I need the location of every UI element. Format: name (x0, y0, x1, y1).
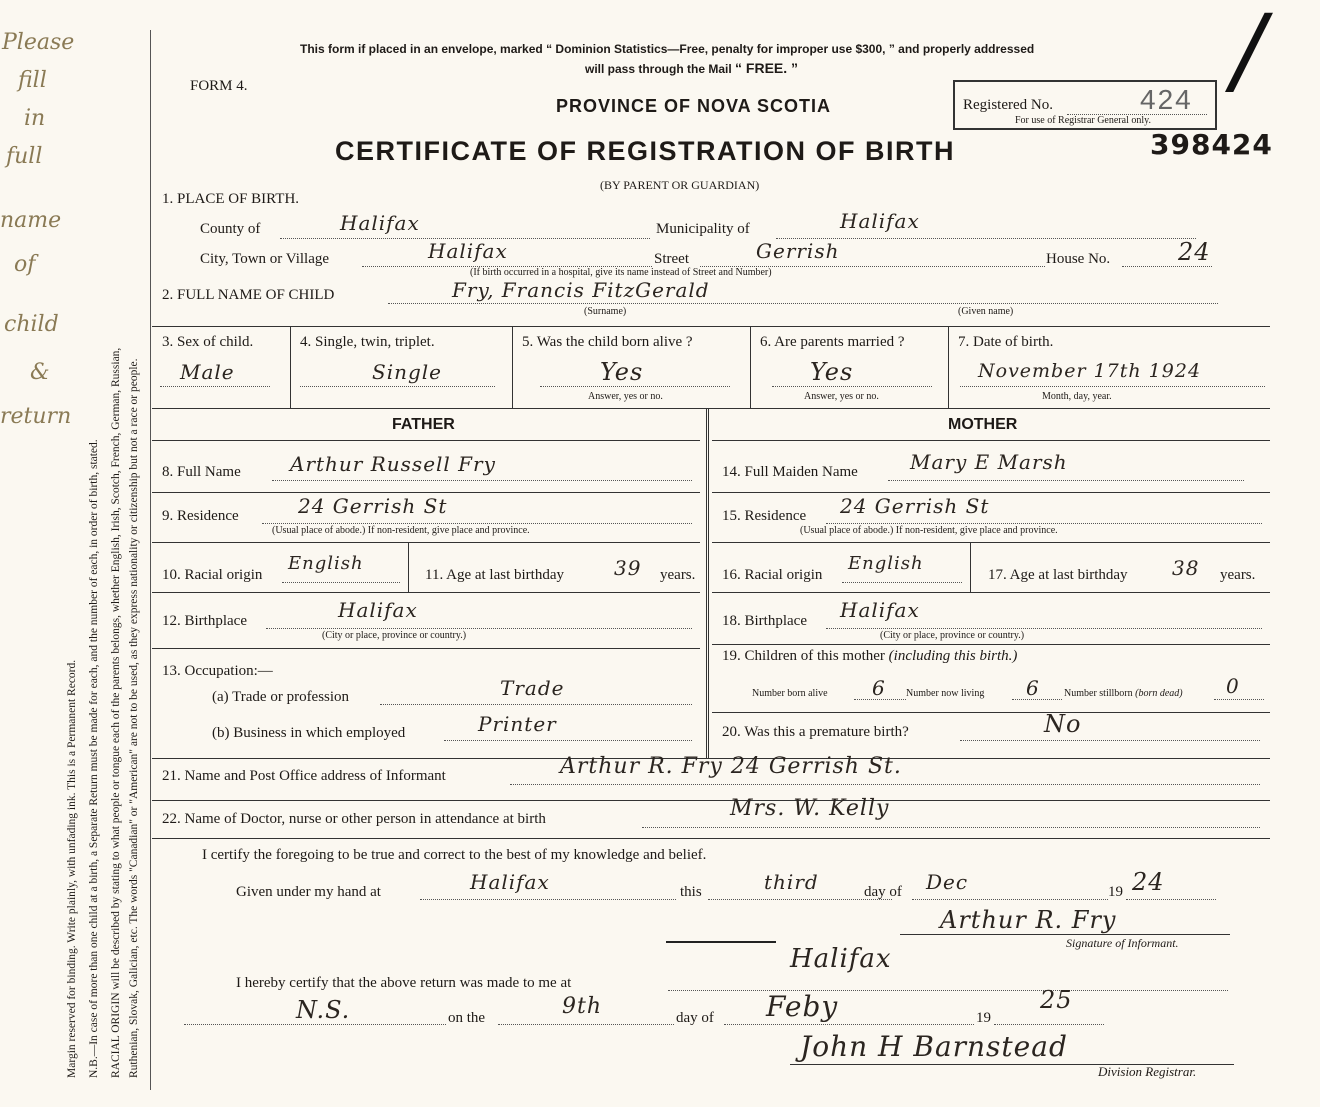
given-month-value: Dec (926, 870, 969, 894)
house-label: House No. (1046, 251, 1111, 267)
registered-number: 424 (1140, 84, 1193, 115)
mother-name-label: 14. Full Maiden Name (722, 464, 858, 480)
margin-note-line: return (0, 404, 72, 429)
trade-value: Trade (500, 676, 565, 700)
informant-value: Arthur R. Fry 24 Gerrish St. (560, 754, 902, 779)
attendant-value: Mrs. W. Kelly (730, 796, 890, 821)
stillborn-count-label (1064, 688, 1183, 699)
mother-residence-label: 15. Residence (722, 508, 807, 524)
trade-label: (a) Trade or profession (212, 689, 350, 705)
stillborn-label-italic: (born dead) (1135, 688, 1183, 699)
margin-note-line: full (6, 144, 43, 169)
premature-label: 20. Was this a premature birth? (722, 724, 909, 740)
mother-residence-note: (Usual place of abode.) If non-resident, give place and province. (800, 525, 1058, 536)
mother-name-value: Mary E Marsh (910, 450, 1068, 474)
registrar-place-value: Halifax (790, 944, 892, 974)
single-twin-value: Single (372, 360, 443, 384)
registrar-month-value: Feby (766, 990, 839, 1023)
county-label: County of (200, 221, 261, 237)
informant-label: 21. Name and Post Office address of Informant (162, 768, 446, 784)
side-note-line-3: RACIAL ORIGIN will be described by stating to what people or tongue each of the parents belongs, whether English, Irish, Scotch, French, German, Russian, (110, 347, 122, 1078)
father-racial-value: English (288, 553, 364, 574)
mother-age-label: 17. Age at last birthday (988, 567, 1128, 583)
registered-note: For use of Registrar General only. (1015, 115, 1151, 126)
born-alive-value: Yes (600, 358, 644, 386)
father-name-label: 8. Full Name (162, 464, 241, 480)
side-note-line-4: Ruthenian, Slovak, Galician, etc. The words "Canadian" or "American" are not to be used, as they express nationality or citizenship but not a race or people. (128, 358, 140, 1078)
mother-residence-value: 24 Gerrish St (840, 494, 990, 518)
father-age-label: 11. Age at last birthday (425, 567, 564, 583)
given-day-label: day of (864, 884, 902, 900)
stillborn-label-text: Number stillborn (1064, 688, 1133, 699)
father-birthplace-note: (City or place, province or country.) (322, 630, 467, 641)
given-year-prefix: 19 (1108, 884, 1123, 900)
municipality-value: Halifax (840, 209, 920, 233)
children-label (722, 648, 1017, 665)
registrar-year-value: 25 (1040, 986, 1073, 1014)
margin-note-line: name (0, 208, 62, 233)
father-birthplace-value: Halifax (338, 598, 418, 622)
mother-birthplace-value: Halifax (840, 598, 920, 622)
parents-married-value: Yes (810, 358, 854, 386)
father-racial-label: 10. Racial origin (162, 567, 263, 583)
sex-value: Male (180, 360, 235, 384)
now-living-count-value: 6 (1026, 676, 1040, 700)
registrar-day-value: 9th (562, 994, 603, 1019)
given-under-label: Given under my hand at (236, 884, 381, 900)
child-name-label: 2. FULL NAME OF CHILD (162, 287, 335, 303)
father-heading: FATHER (392, 416, 455, 433)
sex-label: 3. Sex of child. (162, 334, 254, 350)
mother-age-unit: years. (1220, 567, 1256, 583)
given-place-value: Halifax (470, 870, 550, 894)
certificate-title: CERTIFICATE OF REGISTRATION OF BIRTH (335, 136, 955, 166)
street-value: Gerrish (756, 239, 840, 263)
mother-heading: MOTHER (948, 416, 1018, 433)
certificate-number: 398424 (1150, 128, 1273, 161)
informant-signature-label: Signature of Informant. (1066, 936, 1179, 950)
margin-note-line: & (30, 360, 50, 385)
registrar-on-label: on the (448, 1010, 486, 1026)
margin-note-line: child (4, 312, 59, 337)
certify-text: I certify the foregoing to be true and correct to the best of my knowledge and belief. (202, 847, 707, 863)
father-age-unit: years. (660, 567, 696, 583)
children-label-text: 19. Children of this mother (722, 648, 885, 664)
margin-note-line: Please (2, 30, 75, 55)
father-residence-label: 9. Residence (162, 508, 239, 524)
registrar-year-prefix: 19 (976, 1010, 991, 1026)
margin-note-line: of (14, 252, 36, 277)
city-label: City, Town or Village (200, 251, 330, 267)
given-name-note: (Given name) (958, 306, 1014, 317)
attendant-label: 22. Name of Doctor, nurse or other person in attendance at birth (162, 811, 546, 827)
married-answer-note: Answer, yes or no. (804, 391, 879, 402)
alive-answer-note: Answer, yes or no. (588, 391, 663, 402)
mail-notice-2 (585, 60, 798, 76)
mail-notice (300, 42, 1034, 56)
stillborn-count-value: 0 (1226, 674, 1240, 698)
form-number: FORM 4. (190, 78, 248, 94)
hospital-note: (If birth occurred in a hospital, give its name instead of Street and Number) (470, 267, 772, 278)
father-residence-note: (Usual place of abode.) If non-resident, give place and province. (272, 525, 530, 536)
registrar-signature-label: Division Registrar. (1098, 1064, 1197, 1079)
given-year-value: 24 (1132, 868, 1165, 896)
given-day-value: third (764, 870, 819, 894)
business-label: (b) Business in which employed (212, 725, 406, 741)
father-residence-value: 24 Gerrish St (298, 494, 448, 518)
registered-box (953, 80, 1217, 130)
free-label: “ FREE. ” (735, 60, 799, 76)
street-label: Street (654, 251, 689, 267)
premature-value: No (1044, 710, 1082, 738)
father-birthplace-label: 12. Birthplace (162, 613, 247, 629)
registrar-day-label: day of (676, 1010, 714, 1026)
business-value: Printer (478, 712, 557, 736)
father-age-value: 39 (614, 556, 642, 580)
house-value: 24 (1178, 238, 1211, 266)
single-twin-label: 4. Single, twin, triplet. (300, 334, 435, 350)
date-note: Month, day, year. (1042, 391, 1112, 402)
child-name-value: Fry, Francis FitzGerald (452, 278, 710, 302)
mail-notice-line-2: will pass through the Mail (585, 62, 732, 76)
occupation-label: 13. Occupation:— (162, 663, 273, 679)
margin-note-line: in (24, 106, 46, 131)
registered-label: Registered No. (963, 97, 1053, 113)
father-name-value: Arthur Russell Fry (290, 452, 496, 476)
born-alive-label: 5. Was the child born alive ? (522, 334, 693, 350)
municipality-label: Municipality of (656, 221, 750, 237)
born-alive-count-value: 6 (872, 676, 886, 700)
mother-birthplace-label: 18. Birthplace (722, 613, 807, 629)
mother-racial-label: 16. Racial origin (722, 567, 823, 583)
margin-note-line: fill (18, 68, 47, 93)
corner-mark: / (1232, 0, 1265, 106)
date-of-birth-value: November 17th 1924 (978, 360, 1202, 382)
certificate-subtitle: (BY PARENT OR GUARDIAN) (600, 178, 760, 192)
side-note-line-1: Margin reserved for binding. Write plainly, with unfading ink. This is a Permanent Record. (66, 659, 78, 1078)
registrar-signature: John H Barnstead (800, 1030, 1068, 1063)
mother-racial-value: English (848, 553, 924, 574)
parents-married-label: 6. Are parents married ? (760, 334, 905, 350)
surname-note: (Surname) (584, 306, 627, 317)
informant-signature: Arthur R. Fry (940, 906, 1117, 934)
children-label-italic: (including this birth.) (888, 648, 1018, 664)
mail-notice-line-1: This form if placed in an envelope, marked “ Dominion Statistics—Free, penalty for improper use $300, ” and properly addressed (300, 42, 1035, 56)
now-living-count-label: Number now living (906, 688, 985, 699)
city-value: Halifax (428, 239, 508, 263)
place-of-birth-label: 1. PLACE OF BIRTH. (162, 191, 300, 207)
registrar-prefix-value: N.S. (296, 996, 351, 1024)
registrar-text: I hereby certify that the above return was made to me at (236, 975, 572, 991)
date-of-birth-label: 7. Date of birth. (958, 334, 1054, 350)
this-label: this (680, 884, 702, 900)
mother-age-value: 38 (1172, 556, 1200, 580)
side-note-line-2: N.B.—In case of more than one child at a birth, a Separate Return must be made for each, and the number of each, in order of birth, stated. (88, 439, 100, 1078)
county-value: Halifax (340, 211, 420, 235)
province-title: PROVINCE OF NOVA SCOTIA (556, 96, 832, 116)
mother-birthplace-note: (City or place, province or country.) (880, 630, 1025, 641)
born-alive-count-label: Number born alive (752, 688, 828, 699)
